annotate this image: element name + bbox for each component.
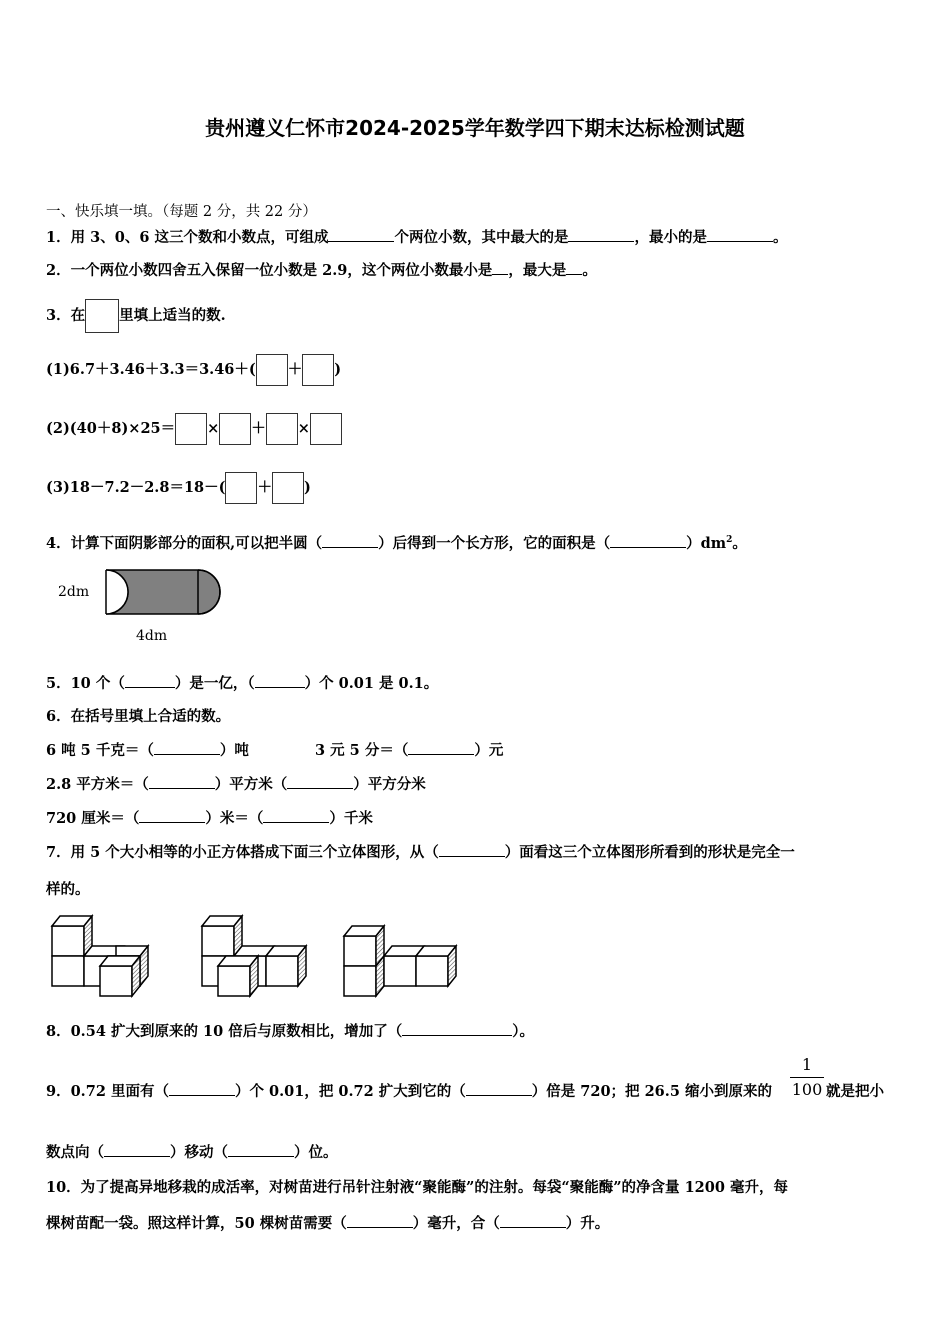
q3-text-b: 里填上适当的数.	[119, 307, 226, 324]
q4-blank-2[interactable]	[610, 534, 686, 548]
q10-text-b: 棵树苗配一袋。照这样计算，50 棵树苗需要（	[46, 1215, 347, 1232]
q3-2-box-4[interactable]	[310, 413, 342, 445]
q6-3-blank-1[interactable]	[139, 809, 205, 823]
q6-2-text-a: 2.8 平方米＝（	[46, 776, 149, 793]
fraction-bar	[790, 1077, 824, 1078]
q3-3-box-1[interactable]	[225, 472, 257, 504]
q3-3-plus: ＋	[257, 479, 272, 496]
q5-text-b: ）是一亿，（	[174, 675, 255, 692]
q6-1-blank-2[interactable]	[408, 741, 474, 755]
question-3-3	[46, 470, 311, 506]
fraction-numerator: 1	[801, 1055, 813, 1074]
q3-1-text: (1)6.7＋3.46＋3.3＝3.46＋(	[46, 361, 256, 378]
shaded-shape-figure	[50, 562, 250, 652]
q4-text-a: 4．计算下面阴影部分的面积,可以把半圆（	[46, 534, 323, 552]
question-9	[46, 1082, 772, 1102]
q3-3-text: (3)18－7.2－2.8＝18－(	[46, 479, 226, 496]
cube-figure-2	[202, 916, 306, 996]
q3-2-box-1[interactable]	[175, 413, 207, 445]
q2-text-c: 。	[582, 262, 597, 279]
question-6-1b	[315, 741, 503, 761]
question-7	[46, 843, 795, 863]
q3-3-end: )	[303, 479, 311, 496]
q7-blank-1[interactable]	[439, 843, 505, 857]
q2-blank-2[interactable]	[566, 261, 582, 275]
q6-3-text-c: ）千米	[329, 810, 373, 827]
page-title: 贵州遵义仁怀市2024-2025学年数学四下期末达标检测试题	[205, 116, 745, 140]
q4-text-c: ）dm	[686, 534, 727, 552]
q10-text-d: ）升。	[565, 1215, 610, 1232]
width-label: 4dm	[136, 628, 168, 644]
q3-1-end: )	[334, 361, 342, 378]
q3-2-times-2: ×	[297, 420, 310, 437]
q6-2-text-c: ）平方分米	[353, 776, 426, 793]
q6-1-blank-1[interactable]	[154, 741, 220, 755]
q2-text-a: 2．一个两位小数四舍五入保留一位小数是 2.9，这个两位小数最小是	[46, 262, 493, 279]
q7-text-c: 样的。	[46, 881, 90, 898]
q3-2-text: (2)(40＋8)×25＝	[46, 420, 176, 437]
question-6-3	[46, 809, 373, 829]
question-5	[46, 674, 438, 694]
q3-1-box-2[interactable]	[302, 354, 334, 386]
question-7-cont	[46, 880, 90, 900]
q9-text-c: ）倍是 720；把 26.5 缩小到原来的	[531, 1083, 772, 1100]
q8-text-b: ）。	[512, 1023, 534, 1040]
q1-blank-2[interactable]	[568, 228, 634, 242]
q9-text-f: ）移动（	[170, 1144, 228, 1161]
fraction-denominator: 100	[791, 1080, 823, 1099]
q6-text: 6．在括号里填上合适的数。	[46, 708, 231, 725]
q5-blank-2[interactable]	[255, 674, 305, 688]
q9-blank-1[interactable]	[169, 1082, 235, 1096]
question-9-tail	[826, 1082, 884, 1102]
q9-text-b: ）个 0.01，把 0.72 扩大到它的（	[234, 1083, 466, 1100]
q3-2-box-3[interactable]	[266, 413, 298, 445]
q9-blank-4[interactable]	[228, 1143, 294, 1157]
question-1	[46, 228, 787, 248]
question-10-cont	[46, 1214, 609, 1234]
q10-blank-1[interactable]	[347, 1214, 413, 1228]
question-3-1	[46, 352, 341, 388]
question-6-2	[46, 775, 426, 795]
section-heading-text: 一、快乐填一填。（每题 2 分，共 22 分）	[46, 204, 317, 220]
q6-2-blank-1[interactable]	[149, 775, 215, 789]
q3-3-box-2[interactable]	[272, 472, 304, 504]
q9-text-d: 就是把小	[826, 1083, 884, 1100]
q7-text-b: ）面看这三个立体图形所看到的形状是完全一	[504, 844, 795, 861]
q1-text-b: 个两位小数，其中最大的是	[394, 229, 569, 246]
cube-figure-1	[52, 916, 148, 996]
q3-text-a: 3．在	[46, 307, 86, 324]
fraction-one-hundredth	[790, 1055, 824, 1100]
q3-1-box-1[interactable]	[256, 354, 288, 386]
q4-blank-1[interactable]	[322, 534, 378, 548]
section-heading	[46, 202, 317, 222]
q6-2-blank-2[interactable]	[287, 775, 353, 789]
question-6-1	[46, 741, 249, 761]
q8-blank-1[interactable]	[402, 1022, 512, 1036]
q6-1-text-c: 3 元 5 分＝（	[315, 742, 409, 759]
question-3-2	[46, 411, 342, 447]
q8-text-a: 8．0.54 扩大到原来的 10 倍后与原数相比，增加了（	[46, 1023, 403, 1040]
q9-blank-2[interactable]	[466, 1082, 532, 1096]
q6-2-text-b: ）平方米（	[214, 776, 288, 793]
q3-2-plus: ＋	[251, 420, 266, 437]
q10-text-a: 10．为了提高异地移栽的成活率，对树苗进行吊针注射液“聚能酶”的注射。每袋“聚能酶”的净含量 1200 毫升，每	[46, 1179, 788, 1196]
q1-blank-3[interactable]	[707, 228, 773, 242]
q6-1-text-b: ）吨	[219, 742, 249, 759]
q3-example-box	[85, 299, 119, 333]
question-9-cont	[46, 1143, 338, 1163]
q2-blank-1[interactable]	[492, 261, 508, 275]
q6-3-text-b: ）米＝（	[205, 810, 264, 827]
q5-text-a: 5．10 个（	[46, 675, 125, 692]
q3-2-times-1: ×	[207, 420, 220, 437]
question-8	[46, 1022, 534, 1042]
q6-1-text-a: 6 吨 5 千克＝（	[46, 742, 154, 759]
question-2	[46, 261, 597, 281]
q1-blank-1[interactable]	[328, 228, 394, 242]
q1-text-c: ，最小的是	[634, 229, 707, 246]
q2-text-b: ，最大是	[508, 262, 567, 279]
question-10	[46, 1178, 788, 1198]
q3-2-box-2[interactable]	[219, 413, 251, 445]
q9-text-a: 9．0.72 里面有（	[46, 1083, 169, 1100]
q1-text-a: 1．用 3、0、6 这三个数和小数点，可组成	[46, 229, 329, 246]
q4-text-b: ）后得到一个长方形，它的面积是（	[378, 534, 611, 552]
q7-text-a: 7．用 5 个大小相等的小正方体搭成下面三个立体图形，从（	[46, 844, 439, 861]
q9-text-g: ）位。	[294, 1144, 338, 1161]
question-4	[46, 530, 747, 554]
q3-1-plus: ＋	[287, 361, 303, 378]
q5-text-c: ）个 0.01 是 0.1。	[304, 675, 439, 692]
q4-text-d: 。	[732, 534, 747, 552]
q9-text-e: 数点向（	[46, 1144, 104, 1161]
q6-3-blank-2[interactable]	[263, 809, 329, 823]
cubes-figure	[46, 912, 466, 1002]
q6-1-text-d: ）元	[474, 742, 504, 759]
q10-text-c: ）毫升，合（	[412, 1215, 500, 1232]
cube-figure-3	[344, 926, 456, 996]
q10-blank-2[interactable]	[500, 1214, 566, 1228]
q4-superscript: 2	[726, 535, 733, 545]
q1-text-d: 。	[772, 229, 788, 246]
height-label: 2dm	[58, 584, 90, 600]
question-6	[46, 707, 230, 727]
q6-3-text-a: 720 厘米＝（	[46, 810, 140, 827]
q5-blank-1[interactable]	[125, 674, 175, 688]
q9-blank-3[interactable]	[104, 1143, 170, 1157]
question-3	[46, 298, 226, 334]
